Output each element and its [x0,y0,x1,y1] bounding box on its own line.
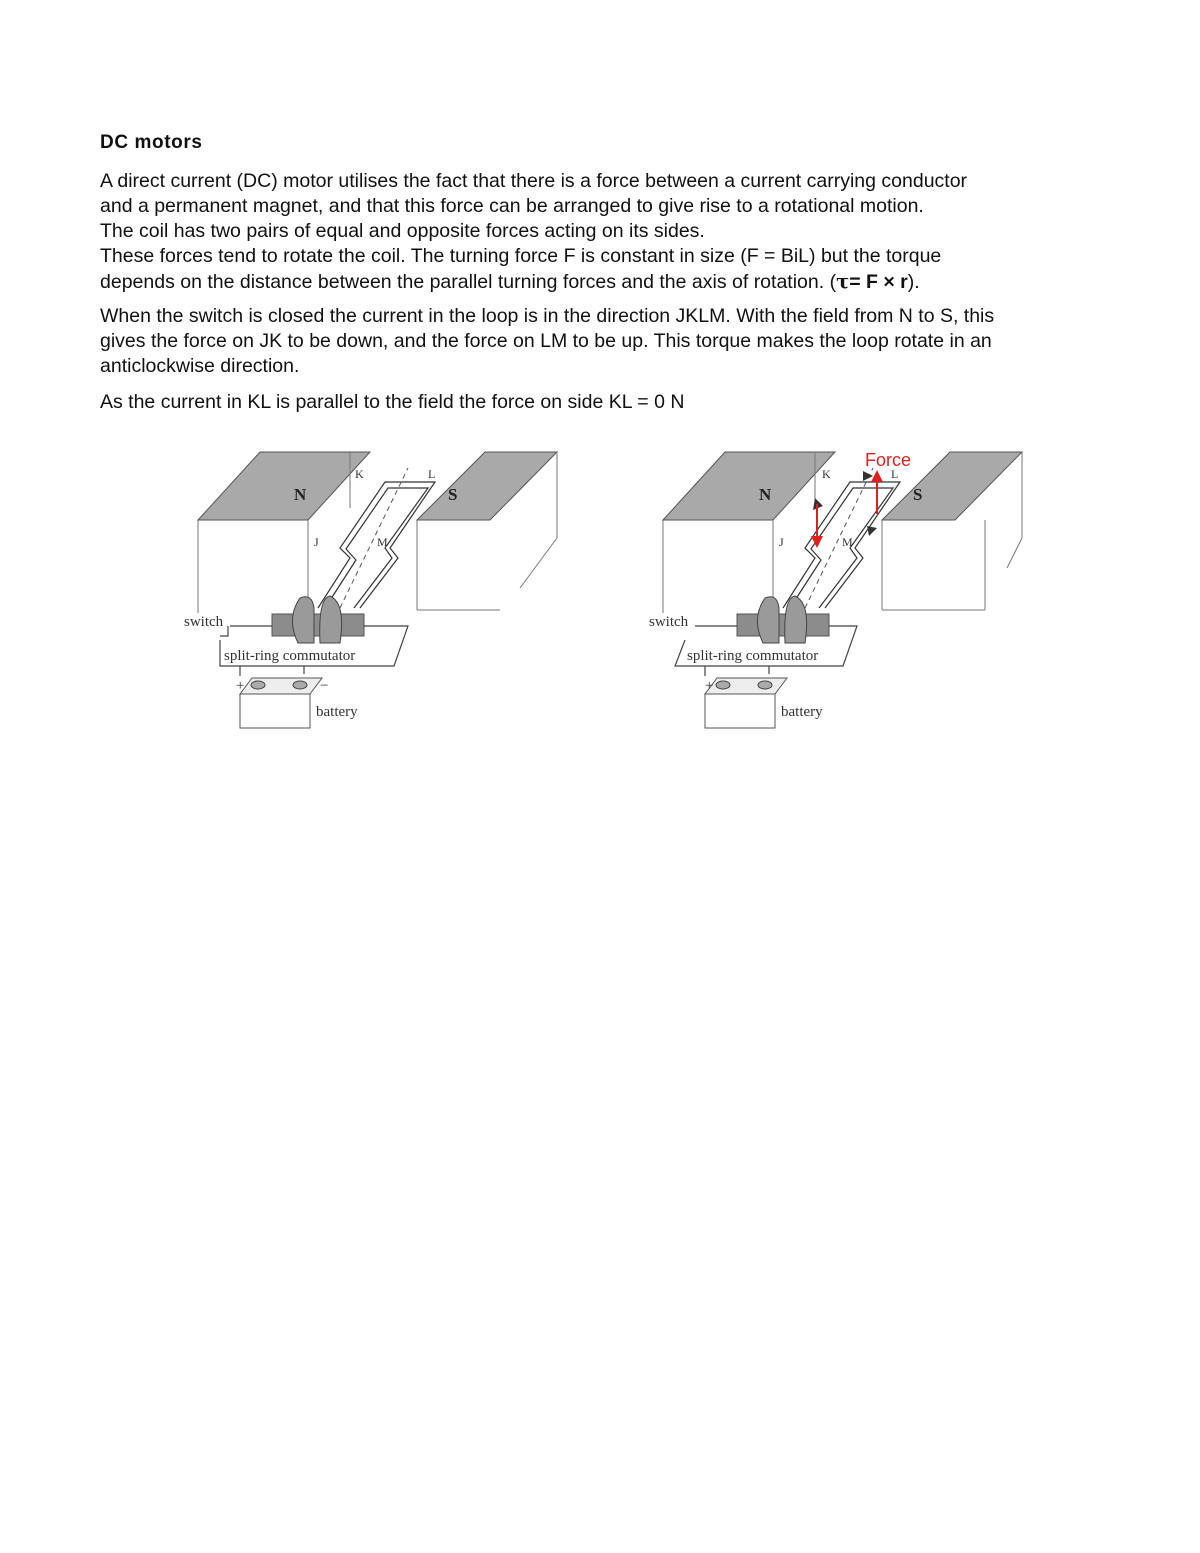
north-magnet [198,452,370,613]
plus-label: + [236,678,245,694]
battery [240,678,322,728]
torque-formula: = F × r [849,271,908,293]
switch-paragraph [100,304,1110,379]
motor-diagram-svg [180,448,570,733]
south-magnet [417,452,557,610]
north-label: N [759,485,772,504]
intro-paragraph [100,169,1110,295]
battery-label: battery [316,704,358,720]
switch-label: switch [184,614,224,630]
motor-diagram-left [180,448,570,733]
text-fragment: depends on the distance between the parallel turning forces and the axis of rotation. ( [100,271,837,293]
north-magnet [663,452,835,613]
north-label: N [294,485,307,504]
force-label: Force [865,450,912,470]
corner-j-label: J [314,535,319,549]
text-line: anticlockwise direction. [100,355,300,377]
switch-label: switch [649,614,689,630]
south-magnet [882,452,1022,610]
tau-symbol: τ [836,270,850,293]
text-line: These forces tend to rotate the coil. The turning force F is constant in size (F = BiL) but the torque [100,245,942,267]
text-line: A direct current (DC) motor utilises the fact that there is a force between a current carrying conductor [100,170,968,192]
commutator-label: split-ring commutator [687,648,819,664]
commutator-label: split-ring commutator [224,648,356,664]
corner-l-label: L [428,467,436,481]
corner-k-label: K [355,467,364,481]
kl-force-paragraph [100,390,1110,415]
text-line: and a permanent magnet, and that this force can be arranged to give rise to a rotational motion. [100,195,924,217]
text-line: As the current in KL is parallel to the field the force on side KL = 0 N [100,391,685,413]
text-line: gives the force on JK to be down, and the force on LM to be up. This torque makes the loop rotate in an [100,330,992,352]
motor-diagram-right [645,448,1035,733]
arrow-lm-icon [867,526,877,536]
motor-diagram-svg [645,448,1035,733]
commutator [737,596,829,643]
text-fragment: ). [907,271,920,293]
corner-m-label: M [842,535,853,549]
south-label: S [913,485,923,504]
arrow-kl-icon [863,471,873,481]
page-title: DC motors [100,132,203,153]
corner-m-label: M [377,535,388,549]
text-line: The coil has two pairs of equal and opposite forces acting on its sides. [100,220,705,242]
battery-label: battery [781,704,823,720]
corner-k-label: K [822,467,831,481]
battery [705,678,787,728]
corner-j-label: J [779,535,784,549]
text-line [100,269,1110,295]
commutator [272,596,364,643]
minus-label: − [320,678,329,694]
plus-label: + [705,678,714,694]
text-line: When the switch is closed the current in the loop is in the direction JKLM. With the field from N to S, this [100,305,995,327]
south-label: S [448,485,458,504]
corner-l-label: L [891,467,899,481]
